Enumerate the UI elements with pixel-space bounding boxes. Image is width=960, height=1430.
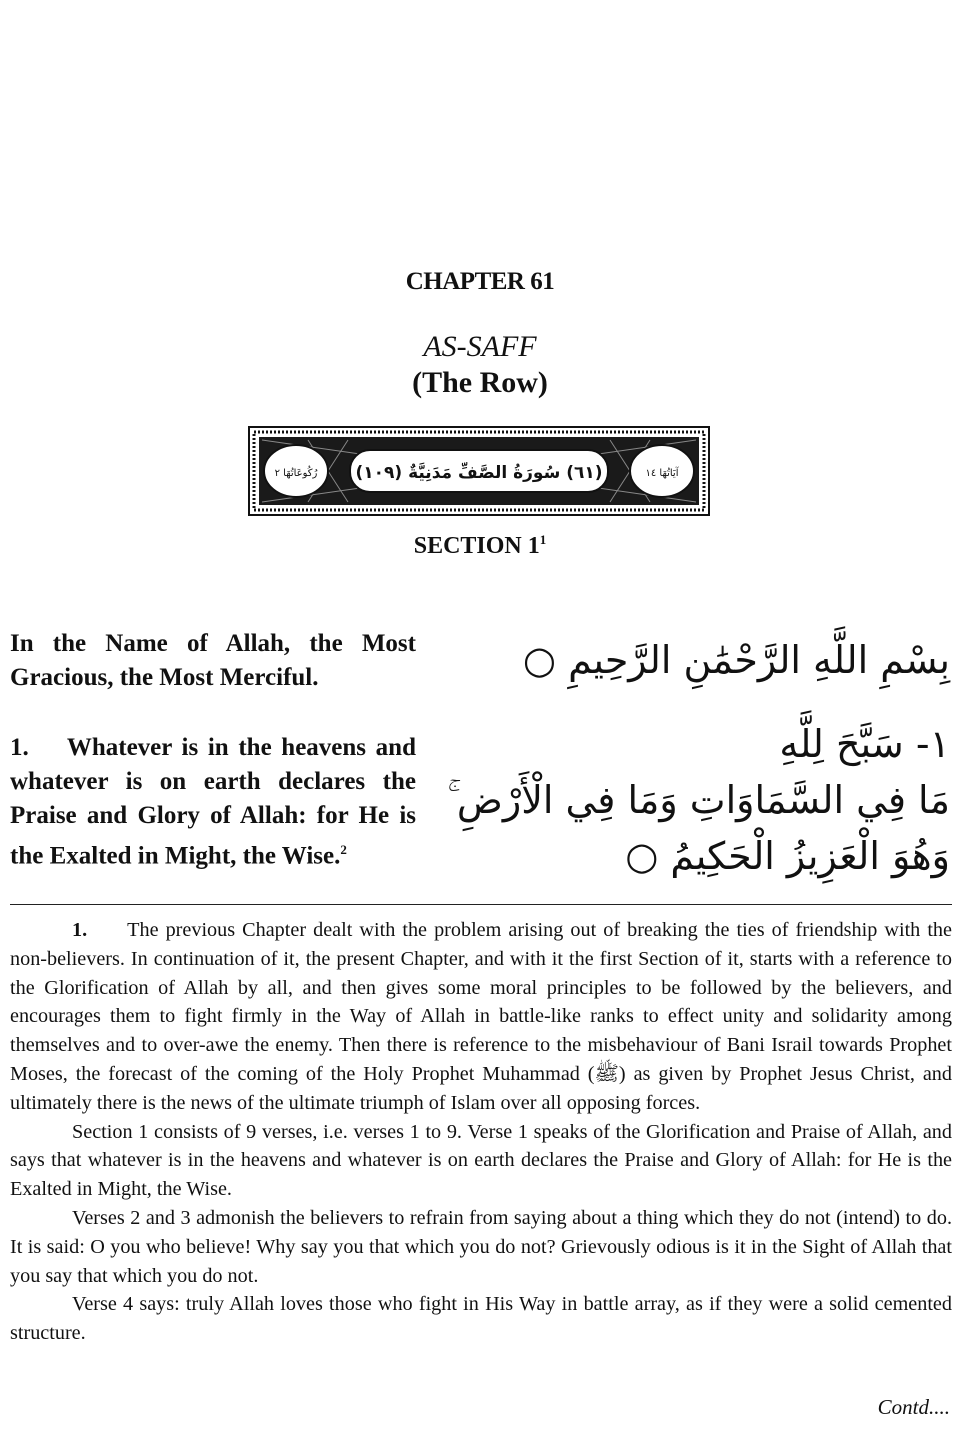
verse-1-arabic — [447, 716, 950, 884]
continued-marker: Contd.... — [877, 1395, 950, 1419]
banner-ruku-count: رُكُوعَاتُهَا ٢ — [274, 468, 318, 479]
surah-name: AS-SAFF — [423, 330, 537, 363]
section-label: SECTION 1 — [413, 533, 540, 559]
surah-meaning: (The Row) — [412, 366, 548, 399]
footnote-divider — [10, 904, 952, 905]
chapter-heading: CHAPTER 61 — [405, 268, 555, 295]
note-paragraph-3: Verses 2 and 3 admonish the believers to refrain from saying about a thing which they do not (intend) to do. It is said: O you who believe! Why say you that which you do not? Grievously odious is it in the Sight of Allah that you say that which you do not. — [10, 1206, 952, 1287]
verse-1-footnote-ref: 2 — [340, 842, 347, 857]
banner-title: (٦١) سُورَةُ الصَّفِّ مَدَنِيَّةٌ (١٠٩) — [355, 463, 603, 483]
verse-1-arabic-line-2: مَا فِي السَّمَاوَاتِ وَمَا فِي الْأَرْضِ ۚ — [447, 778, 950, 822]
section-heading — [0, 532, 960, 560]
bismillah-arabic: بِسْمِ اللَّهِ الرَّحْمَٰنِ الرَّحِيمِ ○ — [522, 638, 950, 682]
note-paragraph-1 — [10, 916, 952, 1118]
verse-1-arabic-line-3: وَهُوَ الْعَزِيزُ الْحَكِيمُ ○ — [625, 834, 950, 878]
note-paragraph-1-text: The previous Chapter dealt with the problem arising out of breaking the ties of friendship with the non-believers. In continuation of it, the present Chapter, and with it the first Section of it, starts with a reference to the Glorification of Allah by all, and then gives some moral principles to be followed by the believers, and encourages them to fight firmly in the Way of Allah in battle-like ranks to effect unity and solidarity among themselves and to over-awe the enemy. Then there is reference to the misbehaviour of Bani Israil towards Prophet Moses, the forecast of the coming of the Holy Prophet Muhammad (ﷺ) as given by Prophet Jesus Christ, and ultimately there is the news of the ultimate triumph of Islam over all opposing forces. — [10, 919, 952, 1114]
bismillah-translation: In the Name of Allah, the Most Gracious, the Most Merciful. — [10, 630, 416, 691]
verse-1-arabic-line-1: ١- سَبَّحَ لِلَّهِ — [779, 722, 950, 766]
verse-1-text: 1. Whatever is in the heavens and whatever is on earth declares the Praise and Glory of Allah: for He is the Exalted in Might, the Wise. — [10, 734, 423, 870]
verse-1-translation — [10, 731, 423, 873]
commentary-notes — [10, 916, 952, 1348]
banner-ayat-count: آيَاتُهَا ١٤ — [645, 468, 679, 479]
section-footnote-ref: 1 — [539, 532, 547, 547]
surah-banner — [248, 426, 710, 516]
note-paragraph-2: Section 1 consists of 9 verses, i.e. verses 1 to 9. Verse 1 speaks of the Glorification and Praise of Allah, and says that whatever is in the heavens and whatever is on earth declares the Praise and Glory of Allah: for He is the Exalted in Might, the Wise. — [10, 1120, 952, 1201]
note-number: 1. — [72, 919, 88, 941]
note-paragraph-4: Verse 4 says: truly Allah loves those who fight in His Way in battle array, as if they were a solid cemented structure. — [10, 1293, 952, 1345]
